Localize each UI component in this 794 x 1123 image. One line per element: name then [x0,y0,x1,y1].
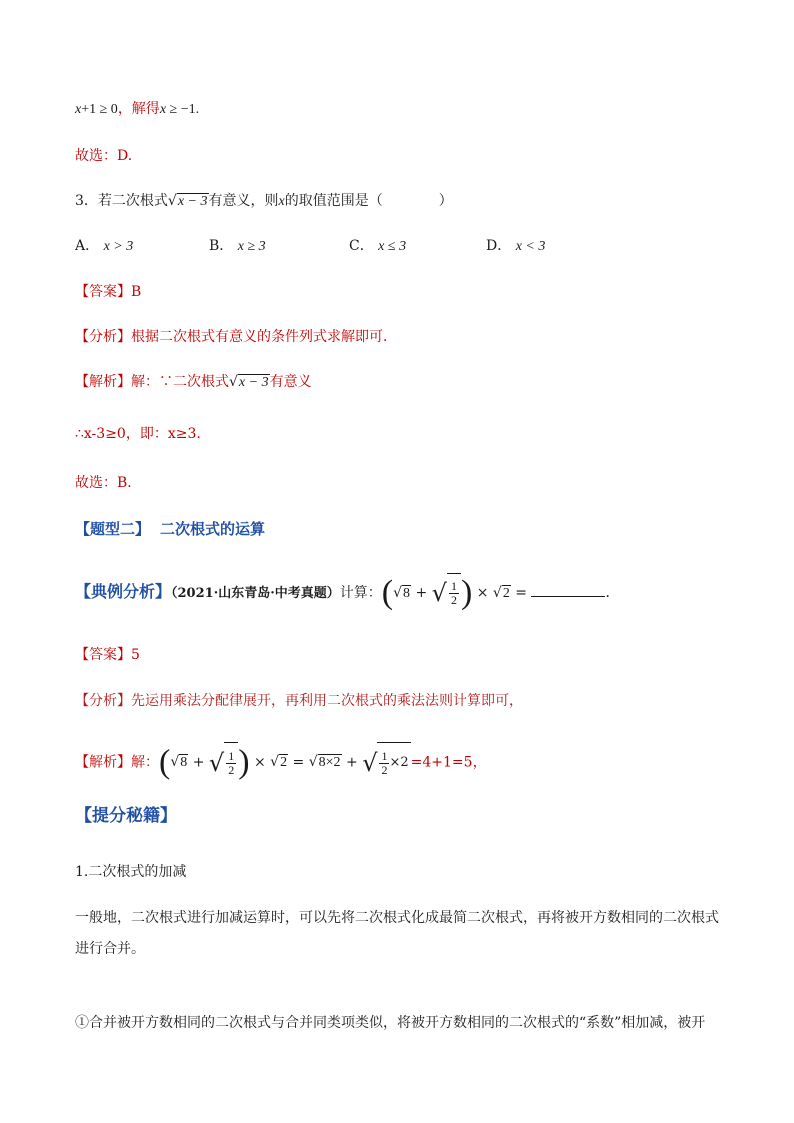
solution-1-step: ∴x-3≥0，即：x≥3. [75,426,201,442]
red-text: ，解得 [117,102,160,117]
analysis-1: 【分析】根据二次根式有意义的条件列式求解即可． [75,329,397,345]
options-row [75,236,635,256]
example-problem: 【典例分析】（2021·山东青岛·中考真题）计算：(√8 + √ $\frac{1}{2}$ ) × √2 = ． [75,572,619,612]
answer-2: 【答案】5 [75,647,140,663]
option-c: C． x ≤ 3 [349,238,407,254]
choice-d-line: 故选：D. [75,148,133,164]
option-d: D． x < 3 [486,238,546,254]
tips-heading: 【提分秘籍】 [75,806,177,826]
paragraph-1: 1.二次根式的加减 [75,864,187,880]
radical-expression: √x − 3 [167,193,208,209]
section-heading: 【题型二】 二次根式的运算 [75,520,266,538]
solution-1: 【解析】解：∵二次根式√x − 3有意义 [75,372,312,393]
paragraph-2-line-2: 进行合并。 [75,941,145,957]
radical-expression: √x − 3 [229,374,269,390]
sqrt-fraction: √ $\frac{1}{2}$ [432,573,461,614]
line-solution-tail: x+1 ≥ 0，解得x ≥ −1. [75,102,200,117]
answer-blank [531,582,605,597]
solution-1-choice: 故选：B． [75,475,142,491]
option-a: A． x > 3 [75,238,134,254]
solution-2: 【解析】解：(√8 + √ $\frac{1}{2}$ ) × √2 = √8×2 + √ $\frac{1}{2}$ ×2 =4+1=5， [75,742,487,782]
answer-1: 【答案】B [75,284,142,300]
question-3: 3．若二次根式√x − 3有意义，则x的取值范围是（ ） [75,191,453,212]
option-b: B． x ≥ 3 [209,238,266,254]
analysis-2: 【分析】先运用乘法分配律展开，再利用二次根式的乘法法则计算即可， [75,693,523,709]
paragraph-2-line-1: 一般地，二次根式进行加减运算时，可以先将二次根式化成最简二次根式，再将被开方数相同的二次根式 [75,910,719,926]
paragraph-3: ①合并被开方数相同的二次根式与合并同类项类似，将被开方数相同的二次根式的“系数”相加减，被开 [75,1015,706,1031]
